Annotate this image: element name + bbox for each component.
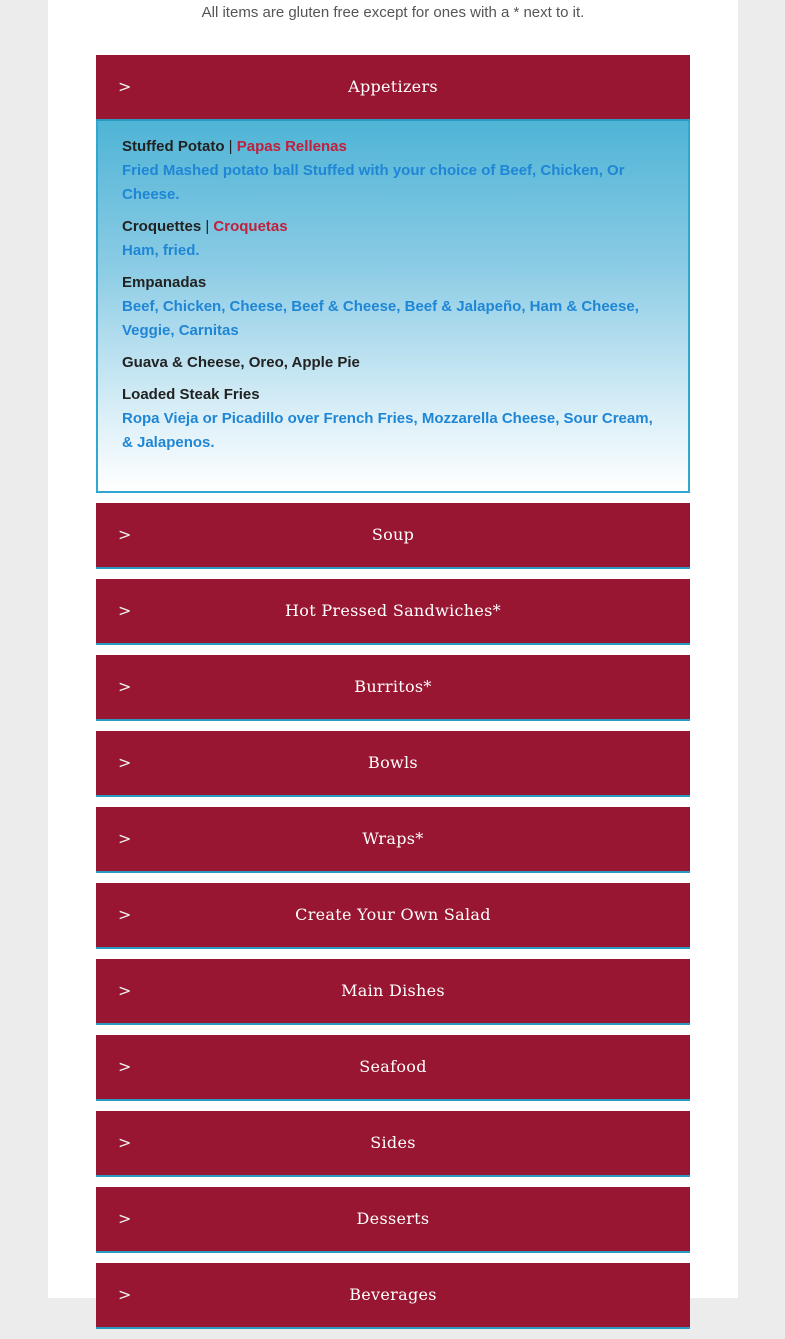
menu-item xyxy=(122,215,664,263)
section-header-sides[interactable] xyxy=(96,1111,690,1177)
chevron-right-icon: > xyxy=(118,753,132,772)
section-title: Sides xyxy=(370,1133,416,1152)
menu-item-name: Croquettes xyxy=(122,218,202,235)
menu-section-sides xyxy=(96,1111,690,1177)
menu-item xyxy=(122,383,664,455)
section-title: Create Your Own Salad xyxy=(295,905,491,924)
chevron-right-icon: > xyxy=(118,1209,132,1228)
menu-item-spanish-name: Papas Rellenas xyxy=(236,138,347,155)
menu-item-name-line xyxy=(122,351,664,375)
chevron-right-icon: > xyxy=(118,601,132,620)
menu-item-description: Fried Mashed potato ball Stuffed with your choice of Beef, Chicken, Or Cheese. xyxy=(122,162,625,203)
menu-item-name: Loaded Steak Fries xyxy=(122,386,260,403)
section-header-main-dishes[interactable] xyxy=(96,959,690,1025)
menu-item xyxy=(122,135,664,207)
section-header-appetizers[interactable] xyxy=(96,55,690,121)
menu-item xyxy=(122,271,664,343)
menu-section-soup xyxy=(96,503,690,569)
section-title: Soup xyxy=(371,525,415,544)
menu-item-name-line xyxy=(122,383,664,407)
section-title: Main Dishes xyxy=(341,981,445,1000)
name-separator: | xyxy=(224,138,237,155)
section-panel-appetizers xyxy=(96,121,690,493)
section-title: Beverages xyxy=(349,1285,437,1304)
section-header-seafood[interactable] xyxy=(96,1035,690,1101)
section-title: Wraps* xyxy=(362,829,424,848)
gluten-free-note: All items are gluten free except for ones with a * next to it. xyxy=(201,4,585,21)
chevron-right-icon: > xyxy=(118,1285,132,1304)
menu-section-main-dishes xyxy=(96,959,690,1025)
menu-item-spanish-name: Croquetas xyxy=(213,218,288,235)
menu-item xyxy=(122,351,664,375)
menu-section-create-your-own-salad xyxy=(96,883,690,949)
chevron-right-icon: > xyxy=(118,981,132,1000)
section-header-wraps[interactable] xyxy=(96,807,690,873)
chevron-right-icon: > xyxy=(118,525,132,544)
section-title: Bowls xyxy=(368,753,418,772)
menu-item-name: Empanadas xyxy=(122,274,207,291)
chevron-right-icon: > xyxy=(118,1057,132,1076)
chevron-right-icon: > xyxy=(118,1133,132,1152)
menu-section-hot-pressed-sandwiches xyxy=(96,579,690,645)
menu-item-name-line xyxy=(122,135,664,159)
menu-section-bowls xyxy=(96,731,690,797)
menu-section-beverages xyxy=(96,1263,690,1329)
section-header-soup[interactable] xyxy=(96,503,690,569)
section-header-create-your-own-salad[interactable] xyxy=(96,883,690,949)
menu-item-description: Ham, fried. xyxy=(122,242,200,259)
chevron-right-icon: > xyxy=(118,829,132,848)
section-title: Hot Pressed Sandwiches* xyxy=(285,601,501,620)
section-title: Desserts xyxy=(356,1209,430,1228)
menu-section-wraps xyxy=(96,807,690,873)
menu-section-seafood xyxy=(96,1035,690,1101)
menu-section-desserts xyxy=(96,1187,690,1253)
menu-item-description: Ropa Vieja or Picadillo over French Fries, Mozzarella Cheese, Sour Cream, & Jalapenos. xyxy=(122,410,653,451)
section-header-hot-pressed-sandwiches[interactable] xyxy=(96,579,690,645)
section-title: Burritos* xyxy=(354,677,432,696)
menu-section-burritos xyxy=(96,655,690,721)
chevron-right-icon: > xyxy=(118,677,132,696)
section-header-burritos[interactable] xyxy=(96,655,690,721)
section-title: Seafood xyxy=(359,1057,427,1076)
chevron-right-icon: > xyxy=(118,905,132,924)
chevron-right-icon: > xyxy=(118,77,132,96)
menu-section-appetizers xyxy=(96,55,690,493)
menu-page xyxy=(48,0,738,1304)
section-header-beverages[interactable] xyxy=(96,1263,690,1329)
menu-item-name: Guava & Cheese, Oreo, Apple Pie xyxy=(122,354,360,371)
name-separator: | xyxy=(201,218,214,235)
menu-item-name: Stuffed Potato xyxy=(122,138,225,155)
menu-item-description: Beef, Chicken, Cheese, Beef & Cheese, Beef & Jalapeño, Ham & Cheese, Veggie, Carnitas xyxy=(122,298,639,339)
menu-item-name-line xyxy=(122,271,664,295)
section-header-bowls[interactable] xyxy=(96,731,690,797)
menu-accordion xyxy=(96,55,690,1339)
section-header-desserts[interactable] xyxy=(96,1187,690,1253)
section-title: Appetizers xyxy=(348,77,438,96)
menu-item-name-line xyxy=(122,215,664,239)
